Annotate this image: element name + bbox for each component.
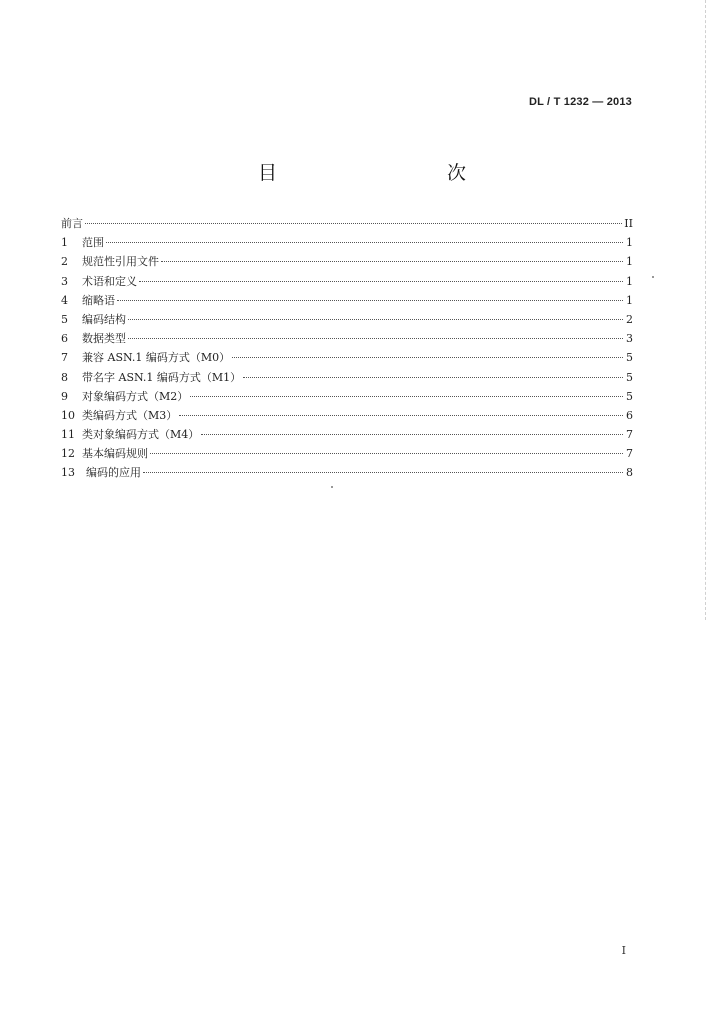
toc-entry-page: 5 <box>626 351 633 365</box>
toc-entry-9[interactable] <box>61 387 633 406</box>
toc-entry-8[interactable] <box>61 368 633 387</box>
toc-entry-number: 7 <box>61 351 68 365</box>
table-of-contents <box>61 214 633 483</box>
toc-leader-dots <box>161 261 623 262</box>
toc-entry-13[interactable] <box>61 463 633 482</box>
toc-leader-dots <box>232 357 623 358</box>
toc-entry-12[interactable] <box>61 444 633 463</box>
scan-speck <box>331 486 333 488</box>
toc-entry-11[interactable] <box>61 425 633 444</box>
toc-entry-2[interactable] <box>61 252 633 271</box>
page-title: 目 次 <box>257 162 510 184</box>
toc-leader-dots <box>150 453 623 454</box>
toc-entry-1[interactable] <box>61 233 633 252</box>
toc-entry-number: 11 <box>61 428 75 442</box>
toc-entry-page: 7 <box>626 428 633 442</box>
toc-entry-label: 类对象编码方式（M4） <box>82 428 200 442</box>
toc-entry-number: 10 <box>61 408 75 422</box>
page-number: I <box>621 944 626 957</box>
toc-entry-6[interactable] <box>61 329 633 348</box>
toc-entry-label: 编码结构 <box>82 312 126 326</box>
toc-entry-number: 13 <box>61 466 75 480</box>
toc-entry-page: 6 <box>626 408 633 422</box>
scan-edge-mark <box>704 0 706 620</box>
toc-entry-page: 3 <box>626 332 633 346</box>
toc-entry-page: 1 <box>626 255 633 269</box>
toc-entry-number: 12 <box>61 447 75 461</box>
toc-entry-10[interactable] <box>61 406 633 425</box>
toc-entry-label: 兼容 ASN.1 编码方式（M0） <box>82 351 231 365</box>
toc-entry-label: 范围 <box>82 236 104 250</box>
toc-entry-number: 5 <box>61 312 68 326</box>
toc-entry-page: 1 <box>626 236 633 250</box>
toc-leader-dots <box>201 434 623 435</box>
toc-entry-number: 4 <box>61 293 68 307</box>
toc-entry-number: 3 <box>61 274 68 288</box>
toc-leader-dots <box>243 377 623 378</box>
toc-entry-label: 类编码方式（M3） <box>82 408 178 422</box>
toc-entry-label: 数据类型 <box>82 332 126 346</box>
toc-entry-page: 5 <box>626 389 633 403</box>
toc-entry-label: 基本编码规则 <box>82 447 148 461</box>
toc-entry-4[interactable] <box>61 291 633 310</box>
toc-leader-dots <box>179 415 623 416</box>
toc-entry-number: 8 <box>61 370 68 384</box>
toc-entry-number: 9 <box>61 389 68 403</box>
toc-entry-5[interactable] <box>61 310 633 329</box>
toc-entry-label: 缩略语 <box>82 293 115 307</box>
toc-entry-3[interactable] <box>61 272 633 291</box>
toc-entry-number: 2 <box>61 255 68 269</box>
toc-entry-label: 规范性引用文件 <box>82 255 159 269</box>
toc-entry-number: 6 <box>61 332 68 346</box>
toc-entry-label: 带名字 ASN.1 编码方式（M1） <box>82 370 242 384</box>
toc-leader-dots <box>106 242 623 243</box>
toc-leader-dots <box>128 338 623 339</box>
toc-entry-page: II <box>624 217 633 230</box>
scan-speck <box>652 276 654 278</box>
toc-entry-page: 2 <box>626 312 633 326</box>
standard-code: DL / T 1232 — 2013 <box>528 96 632 108</box>
toc-entry-number: 1 <box>61 236 68 250</box>
toc-leader-dots <box>139 281 623 282</box>
toc-entry-foreword[interactable] <box>61 214 633 233</box>
toc-entry-label: 术语和定义 <box>82 274 137 288</box>
toc-entry-label: 前言 <box>61 217 83 230</box>
toc-entry-page: 8 <box>626 466 633 480</box>
toc-leader-dots <box>117 300 623 301</box>
toc-entry-label: 对象编码方式（M2） <box>82 389 189 403</box>
toc-leader-dots <box>143 472 623 473</box>
toc-entry-label: 编码的应用 <box>86 466 141 480</box>
toc-leader-dots <box>85 223 622 224</box>
toc-entry-page: 7 <box>626 447 633 461</box>
toc-leader-dots <box>190 396 623 397</box>
toc-entry-7[interactable] <box>61 348 633 367</box>
toc-entry-page: 1 <box>626 274 633 288</box>
toc-leader-dots <box>128 319 623 320</box>
toc-entry-page: 5 <box>626 370 633 384</box>
toc-entry-page: 1 <box>626 293 633 307</box>
